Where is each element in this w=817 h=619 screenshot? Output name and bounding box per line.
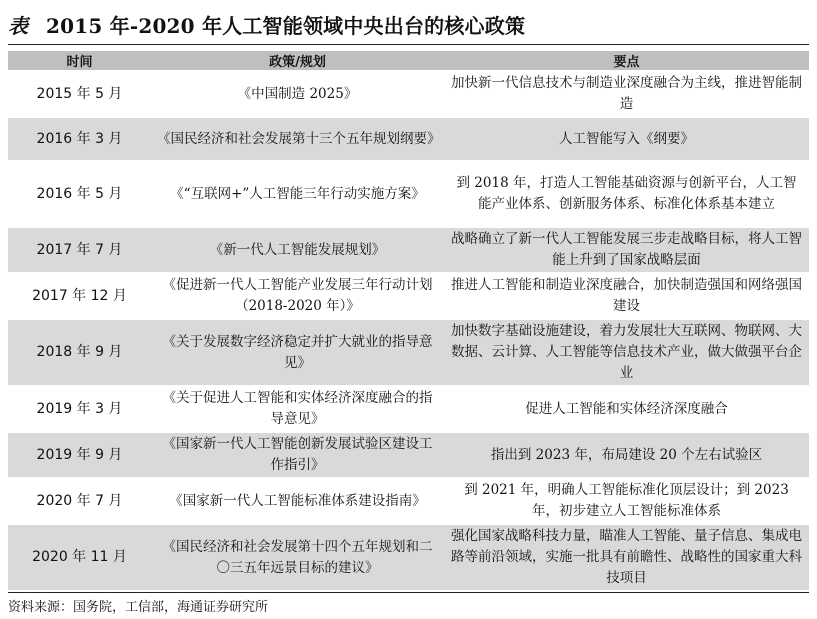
header-policy: 政策/规划 — [151, 51, 444, 70]
table-title — [8, 4, 809, 44]
cell-policy: 《国民经济和社会发展第十三个五年规划纲要》 — [151, 118, 444, 160]
cell-points: 人工智能写入《纲要》 — [444, 118, 809, 160]
title-divider — [8, 44, 809, 45]
table-row — [8, 274, 809, 318]
table-row — [8, 525, 809, 590]
cell-time: 2020 年 7 月 — [36, 492, 123, 509]
cell-points: 推进人工智能和制造业深度融合，加快制造强国和网络强国建设 — [451, 277, 802, 314]
cell-time: 2017 年 12 月 — [32, 287, 127, 304]
cell-points: 促进人工智能和实体经济深度融合 — [525, 400, 728, 417]
cell-policy: 《关于促进人工智能和实体经济深度融合的指导意见》 — [162, 390, 433, 427]
table-row — [8, 228, 809, 272]
cell-points: 强化国家战略科技力量，瞄准人工智能、量子信息、集成电路等前沿领域，实施一批具有前瞻性、战略性的国家重大科技项目 — [444, 525, 809, 590]
table-header-row — [8, 51, 809, 70]
cell-points: 到 2018 年，打造人工智能基础资源与创新平台，人工智能产业体系、创新服务体系、标准化体系基本建立 — [456, 175, 797, 212]
cell-time: 2018 年 9 月 — [8, 320, 151, 385]
cell-points: 加快数字基础设施建设，着力发展壮大互联网、物联网、大数据、云计算、人工智能等信息技术产业，做大做强平台企业 — [444, 320, 809, 385]
cell-policy: 《中国制造 2025》 — [237, 85, 358, 102]
cell-policy: 《国民经济和社会发展第十四个五年规划和二〇三五年远景目标的建议》 — [151, 525, 444, 590]
cell-points: 战略确立了新一代人工智能发展三步走战略目标，将人工智能上升到了国家战略层面 — [444, 228, 809, 272]
cell-time: 2016 年 3 月 — [8, 118, 151, 160]
cell-time: 2015 年 5 月 — [36, 85, 123, 102]
header-points: 要点 — [444, 51, 809, 70]
title-text: 2015 年-2020 年人工智能领域中央出台的核心政策 — [46, 13, 526, 38]
title-prefix: 表 — [8, 13, 28, 38]
cell-time: 2016 年 5 月 — [36, 185, 123, 202]
cell-time: 2019 年 9 月 — [8, 433, 151, 477]
cell-policy: 《国家新一代人工智能标准体系建设指南》 — [169, 492, 426, 509]
cell-policy: 《促进新一代人工智能产业发展三年行动计划（2018-2020 年）》 — [162, 277, 433, 314]
cell-policy: 《国家新一代人工智能创新发展试验区建设工作指引》 — [151, 433, 444, 477]
cell-time: 2019 年 3 月 — [36, 400, 123, 417]
cell-policy: 《“互联网+”人工智能三年行动实施方案》 — [170, 185, 425, 202]
table-row — [8, 433, 809, 477]
source-note: 资料来源：国务院，工信部，海通证券研究所 — [8, 600, 269, 615]
cell-points: 指出到 2023 年，布局建设 20 个左右试验区 — [444, 433, 809, 477]
policy-table — [8, 49, 809, 592]
table-row — [8, 387, 809, 431]
cell-time: 2020 年 11 月 — [8, 525, 151, 590]
cell-time: 2017 年 7 月 — [8, 228, 151, 272]
table-row — [8, 162, 809, 226]
table-row — [8, 479, 809, 523]
cell-points: 到 2021 年，明确人工智能标准化顶层设计；到 2023 年，初步建立人工智能标准体系 — [464, 482, 789, 519]
cell-policy: 《新一代人工智能发展规划》 — [151, 228, 444, 272]
header-time: 时间 — [8, 51, 151, 70]
table-row — [8, 320, 809, 385]
cell-policy: 《关于发展数字经济稳定并扩大就业的指导意见》 — [151, 320, 444, 385]
table-row — [8, 118, 809, 160]
table-row — [8, 72, 809, 116]
cell-points: 加快新一代信息技术与制造业深度融合为主线，推进智能制造 — [451, 75, 802, 112]
bottom-divider — [8, 592, 809, 593]
